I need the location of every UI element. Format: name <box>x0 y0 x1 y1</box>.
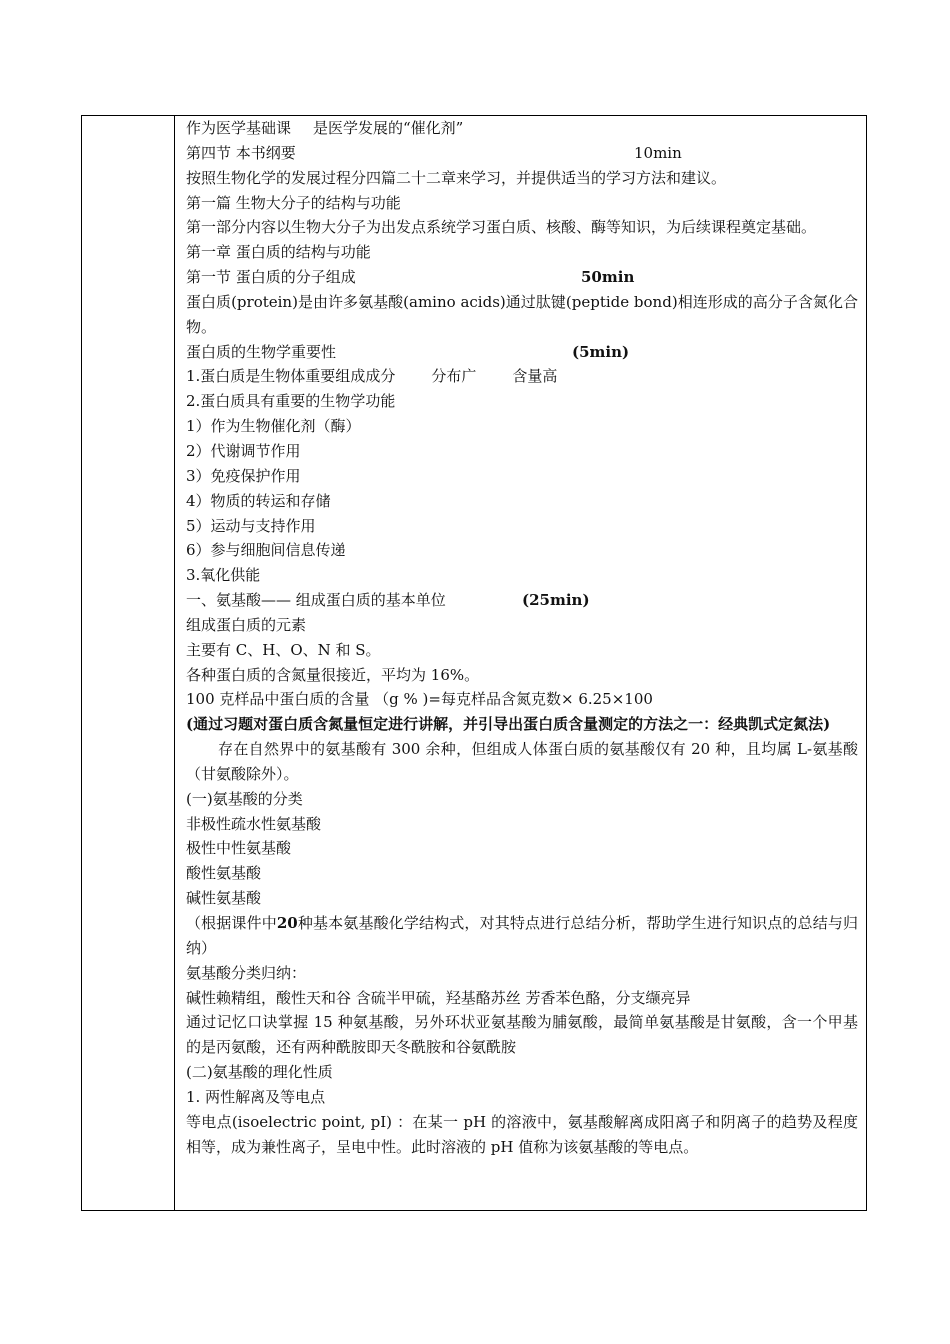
formula-line: 100 克样品中蛋白质的含量 （g % )=每克样品含氮克数× 6.25×100 <box>186 690 653 709</box>
text-segment: 第四节 本书纲要 <box>186 143 296 162</box>
paragraph: 存在自然界中的氨基酸有 300 余种，但组成人体蛋白质的氨基酸仅有 20 种，且均属 L-氨基酸（甘氨酸除外）。 <box>186 740 858 783</box>
subheading: (二)氨基酸的理化性质 <box>186 1063 333 1082</box>
list-item: 1）作为生物催化剂（酶） <box>186 417 361 436</box>
text-line <box>186 364 858 389</box>
text-line: 各种蛋白质的含氮量很接近，平均为 16%。 <box>186 665 480 684</box>
section-heading <box>186 265 858 290</box>
column-divider <box>174 116 175 1210</box>
text-segment: 作为医学基础课 <box>186 119 292 137</box>
list-item: 5）运动与支持作用 <box>186 516 316 535</box>
teaching-note <box>186 911 858 961</box>
time-label: (5min) <box>572 342 630 361</box>
time-label: (25min) <box>522 591 590 610</box>
part-heading: 第一篇 生物大分子的结构与功能 <box>186 193 401 212</box>
list-item: 非极性疏水性氨基酸 <box>186 814 322 833</box>
time-label: 50min <box>581 268 635 287</box>
subheading <box>186 340 858 365</box>
paragraph: 第一部分内容以生物大分子为出发点系统学习蛋白质、核酸、酶等知识，为后续课程奠定基础。 <box>186 218 817 237</box>
text-segment: 是医学发展的“催化剂” <box>313 119 464 137</box>
mnemonic-line: 碱性赖精组，酸性天和谷 含硫半甲硫，羟基酪苏丝 芳香苯色酪，分支缬亮异 <box>186 988 691 1007</box>
text-line: 主要有 C、H、O、N 和 S。 <box>186 640 381 659</box>
lesson-table <box>81 115 867 1211</box>
paragraph: 通过记忆口诀掌握 15 种氨基酸，另外环状亚氨基酸为脯氨酸，最简单氨基酸是甘氨酸，含一个甲基的是丙氨酸，还有两种酰胺即天冬酰胺和谷氨酰胺 <box>186 1013 858 1057</box>
text-segment: 1.蛋白质是生物体重要组成成分 <box>186 367 396 386</box>
text-segment: 一、氨基酸—— 组成蛋白质的基本单位 <box>186 591 446 610</box>
text-line: 3.氧化供能 <box>186 566 261 585</box>
paragraph: 蛋白质(protein)是由许多氨基酸(amino acids)通过肽键(peptide bond)相连形成的高分子含氮化合物。 <box>186 292 858 336</box>
time-label: 10min <box>634 143 682 162</box>
text-line: 氨基酸分类归纳： <box>186 963 307 982</box>
list-item: 酸性氨基酸 <box>186 864 262 883</box>
list-item: 极性中性氨基酸 <box>186 839 292 858</box>
text-line <box>186 116 858 141</box>
text-segment: 含量高 <box>512 367 558 386</box>
paragraph: 等电点(isoelectric point, pI) ：在某一 pH 的溶液中，氨基酸解离成阳离子和阴离子的趋势及程度相等，成为兼性离子，呈电中性。此时溶液的 pH 值称为该氨基酸的等电点。 <box>186 1112 858 1156</box>
subheading: (一)氨基酸的分类 <box>186 789 303 808</box>
teaching-note: (通过习题对蛋白质含氮量恒定进行讲解，并引导出蛋白质含量测定的方法之一：经典凯式定氮法) <box>186 715 831 734</box>
list-item: 碱性氨基酸 <box>186 889 262 908</box>
text-segment: 20 <box>276 914 298 932</box>
chapter-heading: 第一章 蛋白质的结构与功能 <box>186 243 371 262</box>
text-segment: 第一节 蛋白质的分子组成 <box>186 268 356 287</box>
subheading <box>186 588 858 613</box>
text-segment: （根据课件中 <box>186 914 277 932</box>
content-cell <box>186 116 858 1159</box>
list-item: 4）物质的转运和存储 <box>186 491 331 510</box>
text-segment: 种基本氨基酸化学结构式，对其特点进行总结分析，帮助学生进行知识点的总结与归纳） <box>186 914 858 957</box>
list-item: 3）免疫保护作用 <box>186 466 301 485</box>
text-line: 组成蛋白质的元素 <box>186 615 307 634</box>
list-item: 6）参与细胞间信息传递 <box>186 541 346 560</box>
text-line: 1. 两性解离及等电点 <box>186 1087 326 1106</box>
text-segment: 分布广 <box>431 367 477 386</box>
text-line: 2.蛋白质具有重要的生物学功能 <box>186 392 396 411</box>
text-line: 按照生物化学的发展过程分四篇二十二章来学习，并提供适当的学习方法和建议。 <box>186 168 727 187</box>
list-item: 2）代谢调节作用 <box>186 441 301 460</box>
text-segment: 蛋白质的生物学重要性 <box>186 342 337 361</box>
section-heading <box>186 141 858 166</box>
